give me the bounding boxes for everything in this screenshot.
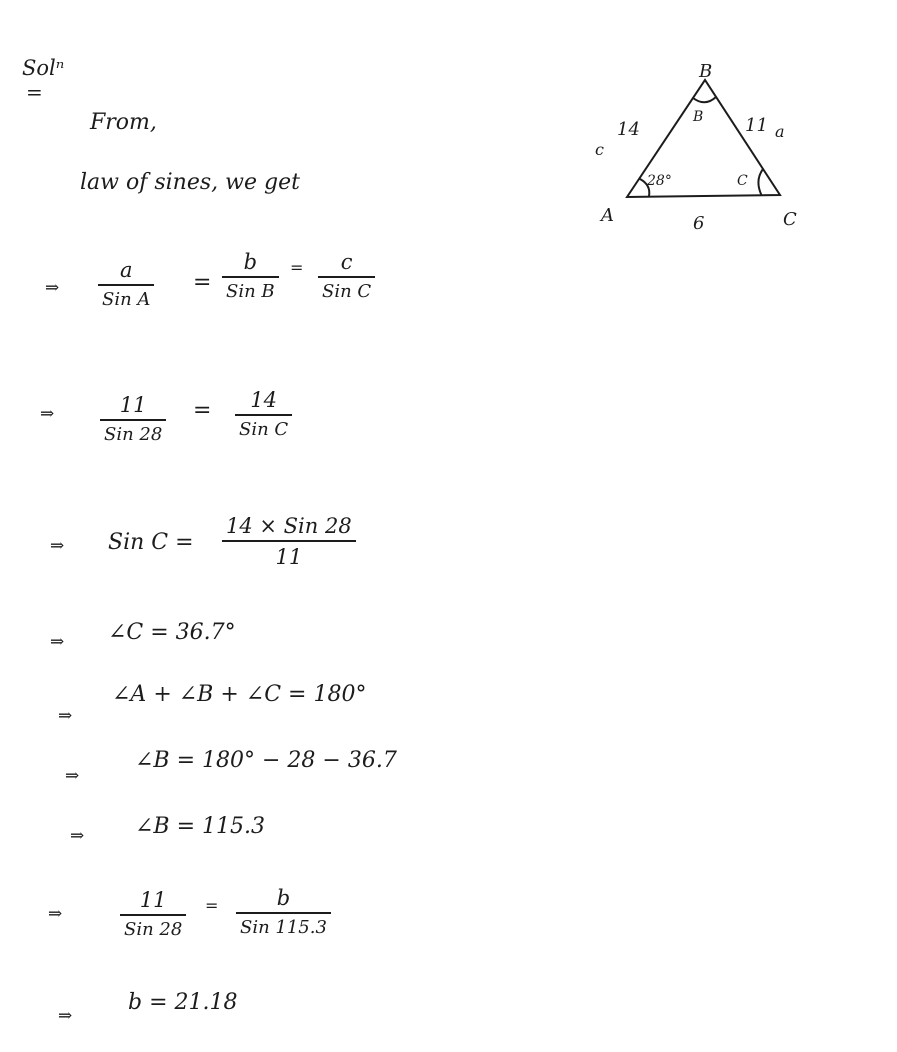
fraction-b-over-sin115 — [236, 886, 331, 938]
side-letter-a: a — [775, 122, 785, 141]
numerator: 11 — [119, 393, 147, 417]
denominator: Sin A — [102, 288, 151, 310]
fraction-11-over-sin28 — [100, 393, 166, 445]
angle-B-equation: ∠B = 180° − 28 − 36.7 — [135, 748, 397, 773]
vertex-label-A: A — [601, 205, 614, 226]
numerator: 11 — [139, 888, 167, 912]
denominator: Sin 28 — [104, 423, 163, 445]
denominator: Sin 115.3 — [240, 916, 327, 938]
vertex-label-C: C — [783, 209, 797, 230]
denominator: Sin B — [226, 280, 275, 302]
angle-label-C: C — [737, 173, 748, 189]
side-b-result: b = 21.18 — [128, 990, 238, 1015]
step-arrow: ⇒ — [50, 536, 65, 556]
angle-label-A: 28° — [647, 173, 672, 189]
side-label-AB: 14 — [617, 119, 640, 140]
intro-line-law-of-sines: law of sines, we get — [80, 170, 300, 195]
numerator: 14 — [250, 388, 277, 412]
fraction-14sin28-over-11 — [222, 514, 356, 569]
angle-arc-B — [693, 97, 716, 102]
equals-sign: = — [290, 258, 304, 277]
step-arrow: ⇒ — [40, 404, 55, 424]
step-arrow: ⇒ — [45, 278, 60, 298]
angle-B-result: ∠B = 115.3 — [135, 814, 266, 839]
angle-sum-equation: ∠A + ∠B + ∠C = 180° — [112, 682, 367, 707]
side-letter-c: c — [595, 140, 604, 159]
side-label-AC: 6 — [693, 213, 705, 234]
step-arrow: ⇒ — [58, 706, 73, 726]
fraction-a-over-sinA — [98, 258, 154, 310]
numerator: c — [340, 250, 353, 274]
step-arrow: ⇒ — [48, 904, 63, 924]
denominator: Sin 28 — [124, 918, 183, 940]
intro-line-from: From, — [90, 110, 157, 135]
fraction-11-over-sin28-b — [120, 888, 186, 940]
numerator: 14 × Sin 28 — [226, 514, 352, 538]
step-arrow: ⇒ — [65, 766, 80, 786]
fraction-b-over-sinB — [222, 250, 279, 302]
denominator: Sin C — [322, 280, 372, 302]
denominator: 11 — [275, 544, 303, 569]
vertex-label-B: B — [699, 61, 713, 82]
angle-label-B: B — [693, 109, 704, 125]
step-arrow: ⇒ — [70, 826, 85, 846]
numerator: b — [276, 886, 291, 910]
numerator: b — [243, 250, 258, 274]
triangle-diagram — [585, 55, 845, 235]
equals-sign: = — [205, 896, 219, 915]
equals-sign: = — [193, 270, 212, 295]
fraction-14-over-sinC — [235, 388, 292, 440]
heading-underline: = — [26, 80, 43, 104]
fraction-c-over-sinC — [318, 250, 375, 302]
solution-heading: Solⁿ — [22, 56, 65, 80]
step-arrow: ⇒ — [50, 632, 65, 652]
angle-C-result: ∠C = 36.7° — [108, 620, 236, 645]
denominator: Sin C — [239, 418, 289, 440]
numerator: a — [119, 258, 133, 282]
step-arrow: ⇒ — [58, 1006, 73, 1026]
side-label-BC: 11 — [745, 115, 768, 136]
equals-sign: = — [193, 398, 212, 423]
sinC-lhs: Sin C = — [108, 530, 194, 555]
angle-arc-C — [758, 169, 763, 194]
